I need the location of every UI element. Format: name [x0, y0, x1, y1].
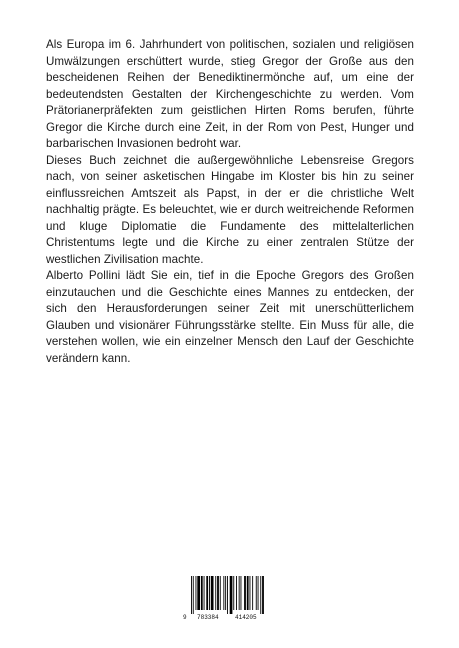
barcode-bars [183, 576, 271, 614]
barcode-bar [236, 576, 237, 610]
barcode-bar [262, 576, 264, 614]
barcode-bar [217, 576, 219, 610]
barcode-bar [227, 576, 228, 614]
barcode-bar [239, 576, 240, 610]
barcode-digit-first: 9 [183, 614, 187, 621]
barcode-bar [197, 576, 200, 610]
barcode-bar [252, 576, 253, 610]
barcode-bar [211, 576, 214, 610]
barcode-bar [209, 576, 210, 610]
barcode-bar [233, 576, 234, 610]
barcode-digits-right: 414205 [235, 614, 257, 621]
barcode-bar [258, 576, 259, 610]
barcode-bar [220, 576, 221, 610]
barcode-bar [191, 576, 192, 614]
back-cover-text [46, 37, 414, 367]
barcode-bar [260, 576, 261, 614]
barcode-bar [204, 576, 205, 610]
barcode-bar [206, 576, 208, 610]
blurb-paragraph-2: Dieses Buch zeichnet die außergewöhnliche Lebensreise Gregors nach, von seiner asketischen Hingabe im Kloster bis hin zu seiner einflussreichen Amtszeit als Papst, in der er die christliche Welt nachhaltig prägte. Es beleuchtet, wie er durch weitreichende Reformen und kluge Diplomatie die Fundamente des mittelalterlichen Christentums legte und die Kirche zu einer zentralen Stütze der westlichen Zivilisation machte. [46, 153, 414, 266]
barcode-digits-left: 783384 [197, 614, 219, 621]
barcode-bar [201, 576, 203, 610]
barcode-bar [225, 576, 226, 610]
blurb-paragraph-1: Als Europa im 6. Jahrhundert von politischen, sozialen und religiösen Umwälzungen erschüttert wurde, stieg Gregor der Große aus den bescheidenen Reihen der Benediktinermönche auf, um eine der bedeutendsten Gestalten der Kirchengeschichte zu werden. Vom Prätorianerpräfekten zum geistlichen Hirten Roms berufen, führte Gregor die Kirche durch eine Zeit, in der Rom von Pest, Hunger und barbarischen Invasionen bedroht war. [46, 38, 414, 150]
barcode-bar [215, 576, 216, 610]
barcode-bar [193, 576, 194, 614]
blurb-paragraph-3: Alberto Pollini lädt Sie ein, tief in die Epoche Gregors des Großen einzutauchen und die Geschichte eines Mannes zu entdecken, der sich den Herausforderungen seiner Zeit mit unerschütterlichem Glauben und visionärer Führungsstärke stellte. Ein Muss für alle, die verstehen wollen, wie ein einzelner Mensch den Lauf der Geschichte verändern kann. [46, 269, 414, 365]
barcode-bar [244, 576, 246, 610]
barcode-bar [196, 576, 197, 610]
isbn-barcode [183, 576, 271, 626]
barcode-bar [256, 576, 257, 610]
barcode-bar [223, 576, 224, 610]
barcode-bar [241, 576, 242, 610]
barcode-bar [230, 576, 233, 614]
barcode-bar [250, 576, 251, 610]
barcode-bar [247, 576, 249, 610]
